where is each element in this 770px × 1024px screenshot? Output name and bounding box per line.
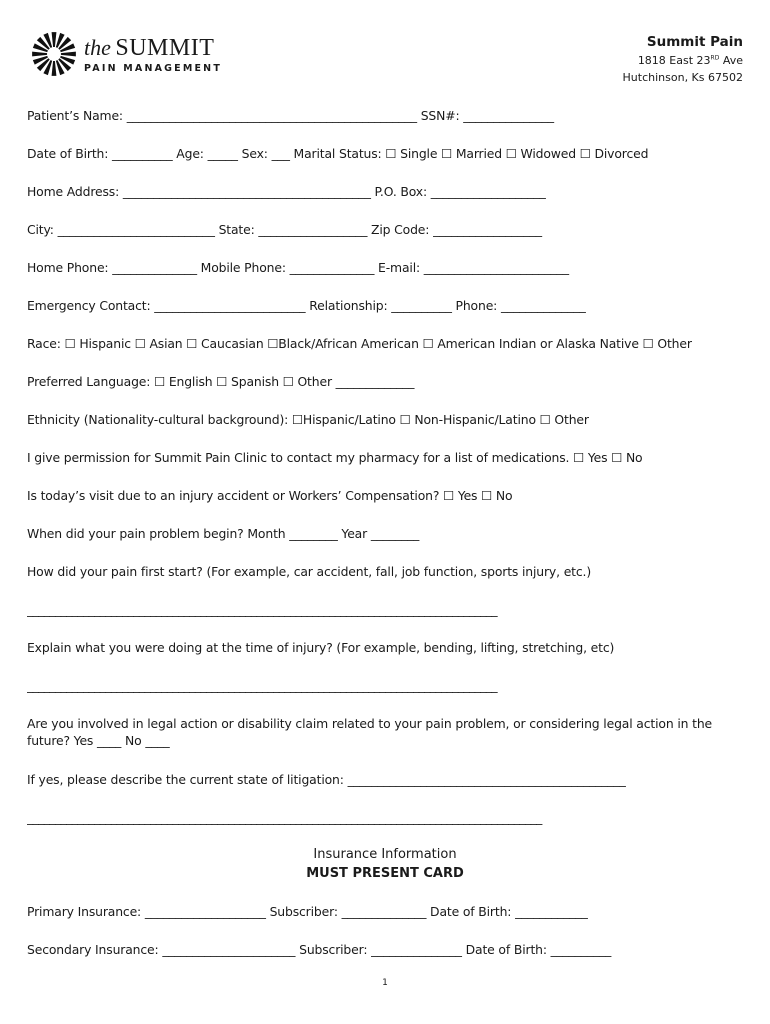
language-options[interactable]: Preferred Language: ☐ English ☐ Spanish ☐ Other _____________ xyxy=(27,374,415,389)
legal-action-question[interactable]: Are you involved in legal action or disability claim related to your pain problem, or considering legal action in the future? Yes ____ No ____ xyxy=(27,716,713,748)
insurance-title: Insurance Information xyxy=(313,847,457,862)
race-options[interactable]: Race: ☐ Hispanic ☐ Asian ☐ Caucasian ☐Black/African American ☐ American Indian or Alaska Native ☐ Other xyxy=(27,336,692,351)
pain-start-answer-line[interactable]: ____________________________________________________________________________________ xyxy=(27,602,498,617)
litigation-field[interactable]: If yes, please describe the current state of litigation: ______________________________________________ xyxy=(27,772,626,787)
starburst-ray xyxy=(52,61,57,76)
page-number: 1 xyxy=(382,978,388,988)
injury-activity-answer-line[interactable]: ____________________________________________________________________________________ xyxy=(27,678,498,693)
street-text: 1818 East 23 xyxy=(637,54,711,67)
phone-email-field[interactable]: Home Phone: ______________ Mobile Phone: ______________ E-mail: ________________________ xyxy=(27,260,569,275)
city-state-zip-field[interactable]: City: __________________________ State: __________________ Zip Code: __________________ xyxy=(27,222,542,237)
emergency-contact-field[interactable]: Emergency Contact: _________________________ Relationship: __________ Phone: ______________ xyxy=(27,298,586,313)
primary-insurance-field[interactable]: Primary Insurance: ____________________ Subscriber: ______________ Date of Birth: ____________ xyxy=(27,904,588,919)
ethnicity-options[interactable]: Ethnicity (Nationality-cultural background): ☐Hispanic/Latino ☐ Non-Hispanic/Latino ☐ Other xyxy=(27,412,589,427)
injury-visit-question[interactable]: Is today’s visit due to an injury accident or Workers’ Compensation? ☐ Yes ☐ No xyxy=(27,488,513,503)
starburst-logo-icon xyxy=(30,30,78,78)
clinic-street xyxy=(623,54,743,67)
dob-age-sex-marital-field[interactable]: Date of Birth: __________ Age: _____ Sex: ___ Marital Status: ☐ Single ☐ Married ☐ Widowed ☐ Divorced xyxy=(27,146,649,161)
pain-begin-field[interactable]: When did your pain problem begin? Month ________ Year ________ xyxy=(27,526,420,541)
street-suffix: Ave xyxy=(719,54,743,67)
street-ordinal: RD xyxy=(710,54,720,62)
summit-logo xyxy=(30,30,222,78)
logo-wordmark xyxy=(84,35,222,74)
litigation-answer-line[interactable]: ____________________________________________________________________________________________ xyxy=(27,810,542,825)
secondary-insurance-field[interactable]: Secondary Insurance: ______________________ Subscriber: _______________ Date of Birth: __________ xyxy=(27,942,612,957)
must-present-card: MUST PRESENT CARD xyxy=(306,866,464,881)
logo-the: the xyxy=(84,34,111,60)
starburst-ray xyxy=(52,32,57,47)
clinic-name: Summit Pain xyxy=(646,34,743,50)
home-address-field[interactable]: Home Address: _________________________________________ P.O. Box: ___________________ xyxy=(27,184,546,199)
pain-start-question: How did your pain first start? (For example, car accident, fall, job function, sports injury, etc.) xyxy=(27,564,592,579)
logo-subtitle: PAIN MANAGEMENT xyxy=(84,62,223,74)
starburst-ray xyxy=(32,52,47,57)
clinic-city: Hutchinson, Ks 67502 xyxy=(622,71,743,84)
clinic-address-block xyxy=(623,34,743,84)
logo-summit: SUMMIT xyxy=(115,34,215,61)
starburst-ray xyxy=(61,52,76,57)
pharmacy-permission[interactable]: I give permission for Summit Pain Clinic to contact my pharmacy for a list of medications. ☐ Yes ☐ No xyxy=(27,450,643,465)
injury-activity-question: Explain what you were doing at the time of injury? (For example, bending, lifting, stretching, etc) xyxy=(27,640,615,655)
patient-name-field[interactable]: Patient’s Name: ________________________________________________ SSN#: _______________ xyxy=(27,108,554,123)
